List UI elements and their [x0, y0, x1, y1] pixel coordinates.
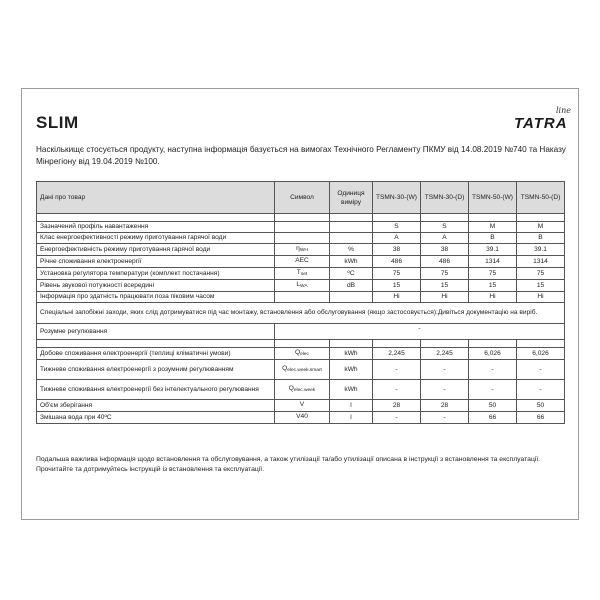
row-label: Інформація про здатність працювати поза піковим часом [37, 292, 275, 303]
value-cell: 15 [421, 280, 469, 292]
symbol-text: T [296, 269, 301, 276]
row-label: Добове споживання електроенергії (теплиці кліматичні умови) [37, 348, 275, 360]
table-row [37, 360, 565, 380]
value-cell: 39.1 [469, 244, 517, 256]
value-cell: - [517, 380, 565, 400]
special-note: Спеціальні запобіжні заходи, яких слід дотримуватися під час монтажу, встановлення або обслуговування (якщо застосовується):Дивіться документацію на виріб. [37, 303, 565, 324]
symbol-text: L [296, 281, 301, 288]
value-cell: 75 [373, 268, 421, 280]
value-cell: 75 [421, 268, 469, 280]
value-cell: Hi [373, 292, 421, 303]
unit-cell: kWh [330, 360, 373, 380]
value-cell: 50 [469, 400, 517, 412]
unit-cell: % [330, 244, 373, 256]
unit-cell [330, 233, 373, 244]
product-title: SLIM [36, 113, 79, 132]
symbol-text: AEC [295, 257, 309, 264]
value-cell: 486 [373, 256, 421, 268]
row-label: Тижневе споживання електроенергії з розумним регулюванням [37, 360, 275, 380]
value-cell: - [373, 360, 421, 380]
value-cell: - [517, 360, 565, 380]
header-unit: Одиниця виміру [330, 182, 373, 214]
symbol-cell [275, 280, 330, 292]
row-label: Енергоефективність режиму приготування гарячої води [37, 244, 275, 256]
value-cell: - [373, 412, 421, 424]
value-cell: Hi [421, 292, 469, 303]
value-cell: Hi [469, 292, 517, 303]
table-row [37, 256, 565, 268]
table-row [37, 292, 565, 303]
header-param: Дані про товар [37, 182, 275, 214]
symbol-text: V [299, 401, 305, 408]
spacer-cell [517, 340, 565, 348]
smart-control-label: Розумне регулювання [37, 324, 275, 340]
value-cell: - [421, 412, 469, 424]
symbol-text: V40 [296, 413, 308, 420]
spacer-cell [517, 214, 565, 222]
row-label: Об'єм зберігання [37, 400, 275, 412]
value-cell: 75 [517, 268, 565, 280]
symbol-text: Q [282, 365, 288, 372]
table-row [37, 412, 565, 424]
value-cell: - [421, 380, 469, 400]
value-cell: 75 [469, 268, 517, 280]
value-cell: 66 [517, 412, 565, 424]
logo-suffix: line [556, 106, 572, 115]
header-model: TSMN-30-(D) [421, 182, 469, 214]
row-label: Рівень звукової потужності всередині [37, 280, 275, 292]
table-row [37, 222, 565, 233]
value-cell: A [373, 233, 421, 244]
unit-cell: kWh [330, 256, 373, 268]
product-info-sheet [21, 88, 579, 520]
table-row [37, 380, 565, 400]
intro-text: Наскількищє стосується продукту, наступна інформація базується на вимогах Технічного Регламенту ПКМУ від 14.08.2019 №740 та Наказу Мінрегіону від 19.04.2019 №100. [36, 145, 566, 166]
symbol-cell [275, 292, 330, 303]
symbol-cell [275, 244, 330, 256]
table-header-row [37, 182, 565, 214]
spacer-cell [421, 340, 469, 348]
value-cell: 28 [373, 400, 421, 412]
value-cell: 1314 [517, 256, 565, 268]
tatra-logo [514, 103, 574, 135]
value-cell: 66 [469, 412, 517, 424]
value-cell: - [421, 360, 469, 380]
header-model: TSMN-30-(W) [373, 182, 421, 214]
table-row [37, 244, 565, 256]
value-cell: 15 [373, 280, 421, 292]
value-cell: 39.1 [517, 244, 565, 256]
value-cell: - [469, 360, 517, 380]
logo-text: TATRA [514, 115, 568, 132]
symbol-cell [275, 412, 330, 424]
value-cell: 38 [373, 244, 421, 256]
header-model: TSMN-50-(D) [517, 182, 565, 214]
symbol-cell [275, 233, 330, 244]
unit-cell: kWh [330, 348, 373, 360]
symbol-cell [275, 222, 330, 233]
spec-table [36, 181, 565, 424]
value-cell: 2,245 [373, 348, 421, 360]
value-cell: B [469, 233, 517, 244]
spacer-cell [421, 214, 469, 222]
spacer-cell [330, 340, 373, 348]
smart-control-value: - [275, 324, 565, 340]
symbol-subscript: elec [300, 352, 309, 357]
unit-cell [330, 222, 373, 233]
spacer-cell [373, 340, 421, 348]
value-cell: M [517, 222, 565, 233]
row-label: Установка регулятора температури (комплект постачання) [37, 268, 275, 280]
row-label: Зазначений профіль навантаження [37, 222, 275, 233]
spacer-cell [37, 340, 275, 348]
symbol-cell [275, 380, 330, 400]
unit-cell: l [330, 412, 373, 424]
spacer-cell [373, 214, 421, 222]
symbol-cell [275, 256, 330, 268]
value-cell: 6,026 [469, 348, 517, 360]
row-label: Річне споживання електроенергії [37, 256, 275, 268]
unit-cell: l [330, 400, 373, 412]
spacer-cell [275, 214, 330, 222]
unit-cell: ºC [330, 268, 373, 280]
row-label: Тижневе споживання електроенергії без інтелектуального регулювання [37, 380, 275, 400]
symbol-subscript: WH [299, 248, 308, 253]
value-cell: 15 [469, 280, 517, 292]
symbol-subscript: set [300, 272, 308, 277]
unit-cell: dB [330, 280, 373, 292]
value-cell: - [373, 380, 421, 400]
value-cell: S [373, 222, 421, 233]
spacer-cell [469, 340, 517, 348]
spacer-row [37, 340, 565, 348]
symbol-subscript: elec.week [293, 388, 316, 393]
value-cell: 15 [517, 280, 565, 292]
table-row [37, 348, 565, 360]
value-cell: M [469, 222, 517, 233]
spacer-row [37, 214, 565, 222]
symbol-text: Q [288, 385, 294, 392]
header-model: TSMN-50-(W) [469, 182, 517, 214]
value-cell: 6,026 [517, 348, 565, 360]
unit-cell [330, 292, 373, 303]
table-row [37, 280, 565, 292]
value-cell: B [517, 233, 565, 244]
smart-control-row [37, 324, 565, 340]
symbol-text: Q [295, 349, 301, 356]
value-cell: S [421, 222, 469, 233]
value-cell: 38 [421, 244, 469, 256]
symbol-text: η [296, 245, 300, 252]
unit-cell: kWh [330, 380, 373, 400]
spacer-cell [330, 214, 373, 222]
row-label: Клас енергоефективності режиму приготування гарячої води [37, 233, 275, 244]
value-cell: Hi [517, 292, 565, 303]
symbol-subscript: WA [300, 284, 308, 289]
special-note-row [37, 303, 565, 324]
symbol-cell [275, 400, 330, 412]
header-symbol: Символ [275, 182, 330, 214]
symbol-cell [275, 348, 330, 360]
spacer-cell [275, 340, 330, 348]
value-cell: 2,245 [421, 348, 469, 360]
value-cell: - [469, 380, 517, 400]
value-cell: 50 [517, 400, 565, 412]
table-row [37, 400, 565, 412]
value-cell: 28 [421, 400, 469, 412]
spacer-cell [37, 214, 275, 222]
spacer-cell [469, 214, 517, 222]
symbol-cell [275, 268, 330, 280]
value-cell: 486 [421, 256, 469, 268]
table-row [37, 268, 565, 280]
row-label: Змішана вода при 40ºC [37, 412, 275, 424]
value-cell: A [421, 233, 469, 244]
symbol-subscript: elec.week.smart [287, 368, 322, 373]
footer-note: Подальша важлива інформація щодо встановлення та обслуговування, а також утилізації та/або утилізації описана в інструкції з встановлення та експлуатації. Прочитайте та дотримуйтесь інструкцій із встановлення та експлуатації. [36, 456, 541, 473]
value-cell: 1314 [469, 256, 517, 268]
symbol-cell [275, 360, 330, 380]
table-row [37, 233, 565, 244]
